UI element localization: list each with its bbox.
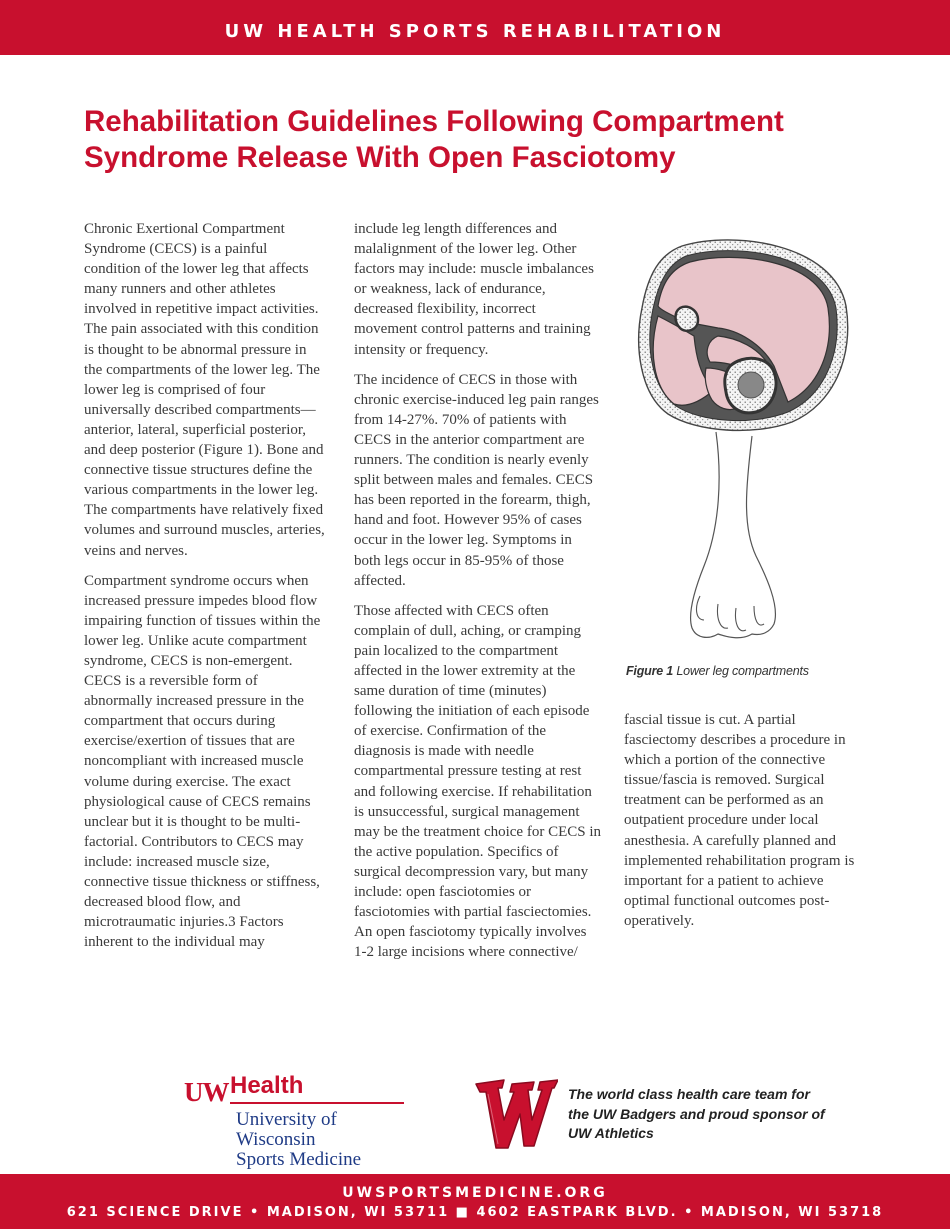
paragraph: Compartment syndrome occurs when increased pressure impedes blood flow impairing function of tissues within the lower leg. Unlike acute compartment syndrome, CECS is non-emergent. CECS is a reversible form of abnormally increased pressure in the compartment that occurs during exercise/exertion of tissues that are noncompliant with increased muscle volume during exercise. The exact physiological cause of CECS remains unclear but it is thought to be multi-factorial. Contributors to CECS may include: increased muscle size, connective tissue thickness or stiffness, decreased blood flow, and microtraumatic injuries.3 Factors inherent to the individual may: [84, 572, 321, 951]
fibula-bone: [676, 307, 699, 331]
leg-outline: [691, 432, 776, 638]
logo-divider: [230, 1102, 404, 1104]
header-banner: [0, 0, 950, 55]
toe-lines: [697, 596, 764, 631]
body-column-3: [624, 710, 870, 941]
logo-subtitle-line1: University of Wisconsin: [236, 1109, 337, 1150]
paragraph: include leg length differences and malalignment of the lower leg. Other factors may include: muscle imbalances or weakness, lack of endurance, decreased flexibility, incorrect movement control patterns and training intensity or frequency.: [354, 221, 594, 358]
paragraph: fascial tissue is cut. A partial fasciectomy describes a procedure in which a portion of the connective tissue/fascia is removed. Surgical treatment can be performed as an outpatient procedure under local anesthesia. A carefully planned and implemented rehabilitation program is important for a patient to achieve optimal functional outcomes post-operatively.: [624, 712, 855, 929]
health-mark: Health: [230, 1072, 304, 1099]
page-title-line1: Rehabilitation Guidelines Following Compartment: [84, 105, 784, 138]
logo-subtitle-line2: Sports Medicine: [236, 1149, 362, 1170]
footer-address: 621 SCIENCE DRIVE • MADISON, WI 53711 ■ 4602 EASTPARK BLVD. • MADISON, WI 53718: [66, 1205, 884, 1220]
figure-label: Figure 1: [626, 664, 674, 678]
tibia-marrow: [738, 372, 764, 398]
paragraph: Chronic Exertional Compartment Syndrome (CECS) is a painful condition of the lower leg that affects many runners and other athletes involved in repetitive impact activities. The pain associated with this condition is thought to be abnormal pressure in the compartments of the lower leg. The lower leg is comprised of four universally described compartments— anterior, lateral, superficial posterior, and deep posterior (Figure 1). Bone and connective tissue structures define the various compartments in the lower leg. The compartments have relatively fixed volumes and surround muscles, arteries, veins and nerves.: [84, 221, 325, 559]
uw-health-logo: [184, 1072, 414, 1170]
header-banner-text: UW HEALTH SPORTS REHABILITATION: [224, 21, 726, 42]
footer-banner: [0, 1174, 950, 1229]
motion-w-logo: [474, 1074, 558, 1154]
paragraph: The incidence of CECS in those with chronic exercise-induced leg pain ranges from 14-27%. 70% of patients with CECS in the anterior compartment are runners. The condition is nearly evenly split between males and females. CECS has been reported in the forearm, thigh, hand and foot. However 95% of cases occur in the lower leg. Symptoms in both legs occur in 85-95% of those affected.: [354, 371, 599, 589]
body-column-2: [354, 219, 601, 972]
paragraph: Those affected with CECS often complain of dull, aching, or cramping pain localized to the compartment affected in the lower extremity at the same duration of time (minutes) following the initiation of each episode of exercise. Confirmation of the diagnosis is made with needle compartmental pressure testing at rest and following exercise. If rehabilitation is unsuccessful, surgical management may be the treatment choice for CECS in the active population. Specifics of surgical decompression vary, but many include: open fasciotomies or fasciotomies with partial fasciectomies. An open fasciotomy typically involves 1-2 large incisions where connective/: [354, 602, 602, 961]
logo-subtitle: [236, 1110, 414, 1170]
sponsor-tagline: The world class health care team for the UW Badgers and proud sponsor of UW Athletics: [568, 1086, 825, 1141]
footer-url[interactable]: UWSPORTSMEDICINE.ORG: [342, 1185, 608, 1201]
page-title-line2: Syndrome Release With Open Fasciotomy: [84, 141, 676, 174]
body-column-1: [84, 219, 327, 962]
page-title: [84, 104, 884, 176]
uw-mark: UW: [184, 1077, 229, 1107]
lower-leg-compartments-figure: [634, 236, 854, 656]
figure-caption-text: Lower leg compartments: [676, 664, 809, 678]
figure-caption: [626, 664, 876, 678]
